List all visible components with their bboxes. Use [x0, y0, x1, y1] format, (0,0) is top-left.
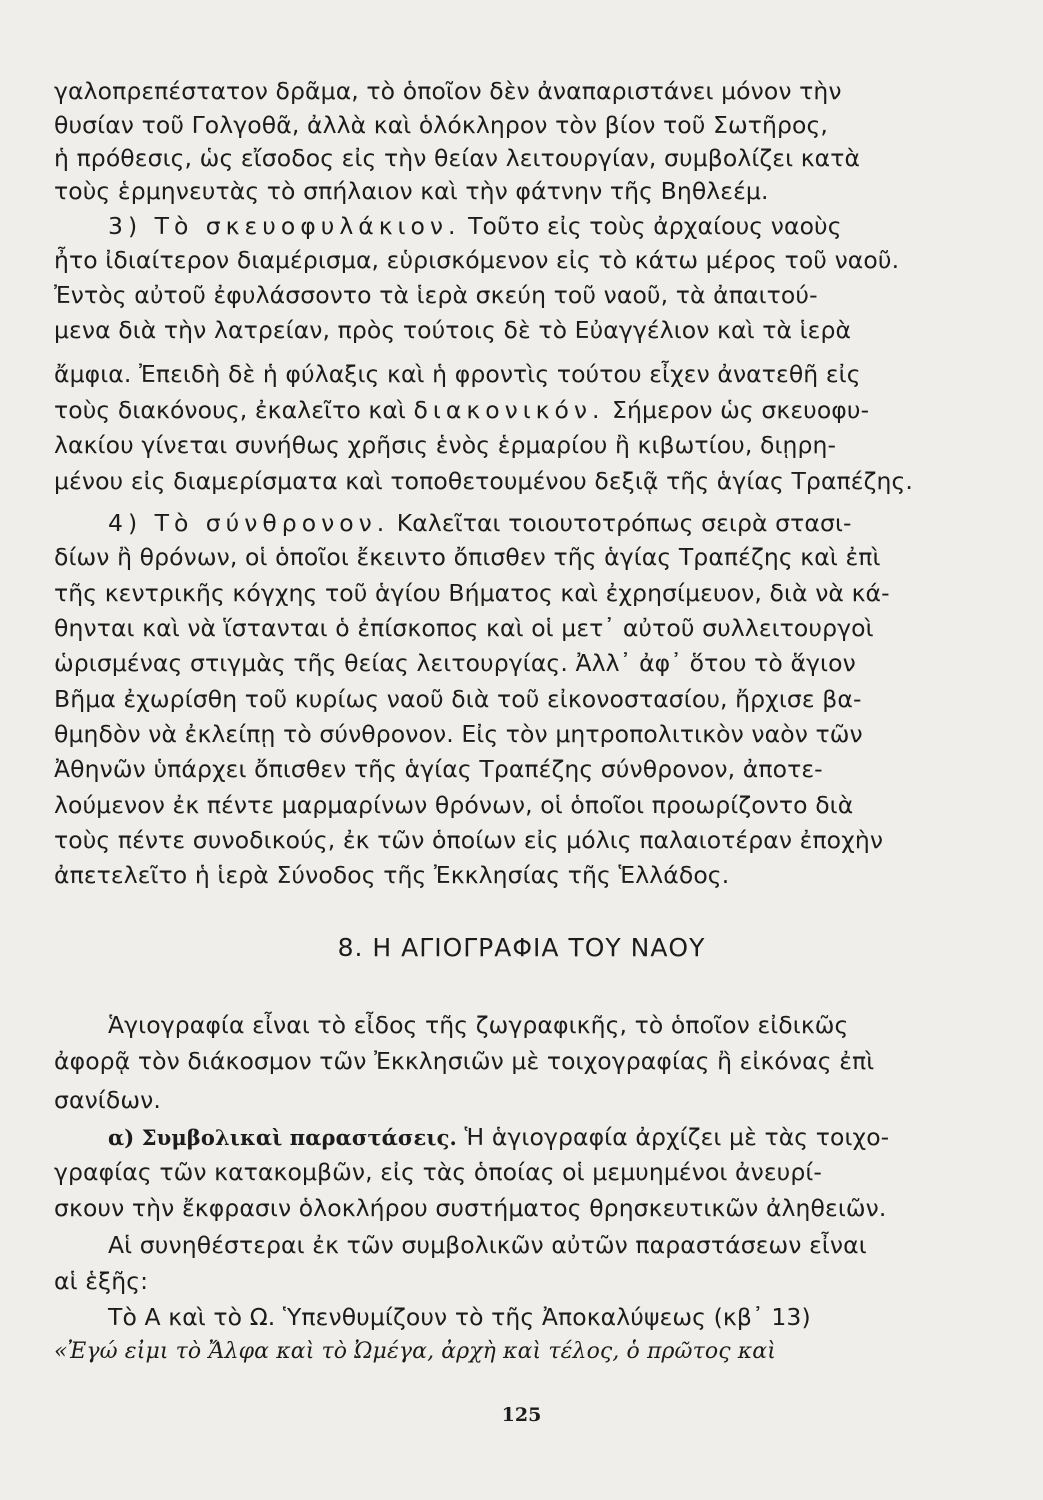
text-line: Ἀθηνῶν ὑπάρχει ὄπισθεν τῆς ἁγίας Τραπέζης σύνθρονον, ἀποτε- [54, 755, 823, 783]
text-line: ἦτο ἰδιαίτερον διαμέρισμα, εὑρισκόμενον εἰς τὸ κάτω μέρος τοῦ ναοῦ. [54, 246, 900, 274]
text-line: Τὸ Α καὶ τὸ Ω. Ὑπενθυμίζουν τὸ τῆς Ἀποκαλύψεως (κβ᾽ 13) [108, 1303, 811, 1331]
text-line: γαλοπρεπέστατον δρᾶμα, τὸ ὁποῖον δὲν ἀναπαριστάνει μόνον τὴν [54, 77, 842, 105]
text-span: Τοῦτο εἰς τοὺς ἀρχαίους ναοὺς [460, 212, 842, 240]
text-line: αἱ ἑξῆς: [54, 1267, 149, 1295]
text-line: δίων ἢ θρόνων, οἱ ὁποῖοι ἔκειντο ὄπισθεν τῆς ἁγίας Τραπέζης καὶ ἐπὶ [54, 543, 881, 571]
text-span: Καλεῖται τοιουτοτρόπως σειρὰ στασι- [389, 509, 852, 537]
text-line [54, 395, 924, 425]
text-line: θμηδὸν νὰ ἐκλείπῃ τὸ σύνθρονον. Εἰς τὸν μητροπολιτικὸν ναὸν τῶν [54, 720, 863, 748]
text-span: Σήμερον ὡς σκευοφυ- [604, 396, 870, 424]
text-line: μένου εἰς διαμερίσματα καὶ τοποθετουμένου δεξιᾷ τῆς ἁγίας Τραπέζης. [54, 467, 913, 495]
text-line: τοὺς ἑρμηνευτὰς τὸ σπήλαιον καὶ τὴν φάτνην τῆς Βηθλεέμ. [54, 177, 769, 205]
item-4-first-line [108, 508, 924, 538]
text-line: γραφίας τῶν κατακομβῶν, εἰς τὰς ὁποίας οἱ μεμυημένοι ἀνευρί- [54, 1158, 823, 1186]
item-4-label: 4) Τὸ σύνθρονον. [108, 509, 390, 537]
text-span: Ἡ ἁγιογραφία ἀρχίζει μὲ τὰς τοιχο- [456, 1123, 890, 1151]
text-line: Ἁγιογραφία εἶναι τὸ εἶδος τῆς ζωγραφικῆς, τὸ ὁποῖον εἰδικῶς [108, 1011, 849, 1039]
text-line: ἄμφια. Ἐπειδὴ δὲ ἡ φύλαξις καὶ ἡ φροντὶς τούτου εἶχεν ἀνατεθῆ εἰς [54, 360, 861, 388]
page-number: 125 [501, 1404, 542, 1426]
text-line: σκουν τὴν ἔκφρασιν ὁλοκλήρου συστήματος θρησκευτικῶν ἀληθειῶν. [54, 1194, 887, 1222]
text-line: ὡρισμένας στιγμὰς τῆς θείας λειτουργίας. Ἀλλ᾽ ἀφ᾽ ὅτου τὸ ἅγιον [54, 649, 856, 677]
quote-line: «Ἐγώ εἰμι τὸ Ἄλφα καὶ τὸ Ὠμέγα, ἀρχὴ καὶ τέλος, ὁ πρῶτος καὶ [54, 1339, 776, 1364]
text-line: σανίδων. [54, 1086, 161, 1114]
text-line: τοὺς πέντε συνοδικούς, ἐκ τῶν ὁποίων εἰς μόλις παλαιοτέραν ἐποχὴν [54, 826, 884, 854]
text-line: Αἱ συνηθέστεραι ἐκ τῶν συμβολικῶν αὐτῶν παραστάσεων εἶναι [108, 1231, 867, 1259]
text-line: ἡ πρόθεσις, ὡς εἴσοδος εἰς τὴν θείαν λειτουργίαν, συμβολίζει κατὰ [54, 144, 861, 172]
term-diakonikon: διακονικόν. [413, 396, 605, 424]
text-line: μενα διὰ τὴν λατρείαν, πρὸς τούτοις δὲ τὸ Εὐαγγέλιον καὶ τὰ ἱερὰ [54, 316, 852, 344]
item-a-label: α) Συμβολικαὶ παραστάσεις. [108, 1125, 457, 1150]
text-line: τῆς κεντρικῆς κόγχης τοῦ ἁγίου Βήματος καὶ ἐχρησίμευον, διὰ νὰ κά- [54, 579, 890, 607]
text-line: Ἐντὸς αὐτοῦ ἐφυλάσσοντο τὰ ἱερὰ σκεύη τοῦ ναοῦ, τὰ ἀπαιτού- [54, 281, 818, 309]
section-heading: 8. Η ΑΓΙΟΓΡΑΦΙΑ ΤΟΥ ΝΑΟΥ [337, 933, 706, 962]
text-line: λούμενον ἐκ πέντε μαρμαρίνων θρόνων, οἱ ὁποῖοι προωρίζοντο διὰ [54, 791, 854, 819]
text-span: τοὺς διακόνους, ἐκαλεῖτο καὶ [54, 396, 414, 424]
text-line: Βῆμα ἐχωρίσθη τοῦ κυρίως ναοῦ διὰ τοῦ εἰκονοστασίου, ἤρχισε βα- [54, 685, 862, 713]
item-a-first-line [108, 1122, 924, 1153]
text-line: θυσίαν τοῦ Γολγοθᾶ, ἀλλὰ καὶ ὁλόκληρον τὸν βίον τοῦ Σωτῆρος, [54, 111, 828, 139]
text-line: ἀπετελεῖτο ἡ ἱερὰ Σύνοδος τῆς Ἐκκλησίας τῆς Ἑλλάδος. [54, 861, 730, 889]
item-3-label: 3) Τὸ σκευοφυλάκιον. [108, 212, 461, 240]
text-line: ἀφορᾷ τὸν διάκοσμον τῶν Ἐκκλησιῶν μὲ τοιχογραφίας ἢ εἰκόνας ἐπὶ [54, 1047, 875, 1075]
item-3-first-line [108, 211, 924, 241]
text-line: θηνται καὶ νὰ ἵστανται ὁ ἐπίσκοπος καὶ οἱ μετ᾽ αὐτοῦ συλλειτουργοὶ [54, 614, 874, 642]
text-line: λακίου γίνεται συνήθως χρῆσις ἑνὸς ἑρμαρίου ἢ κιβωτίου, διῃρη- [54, 431, 837, 459]
